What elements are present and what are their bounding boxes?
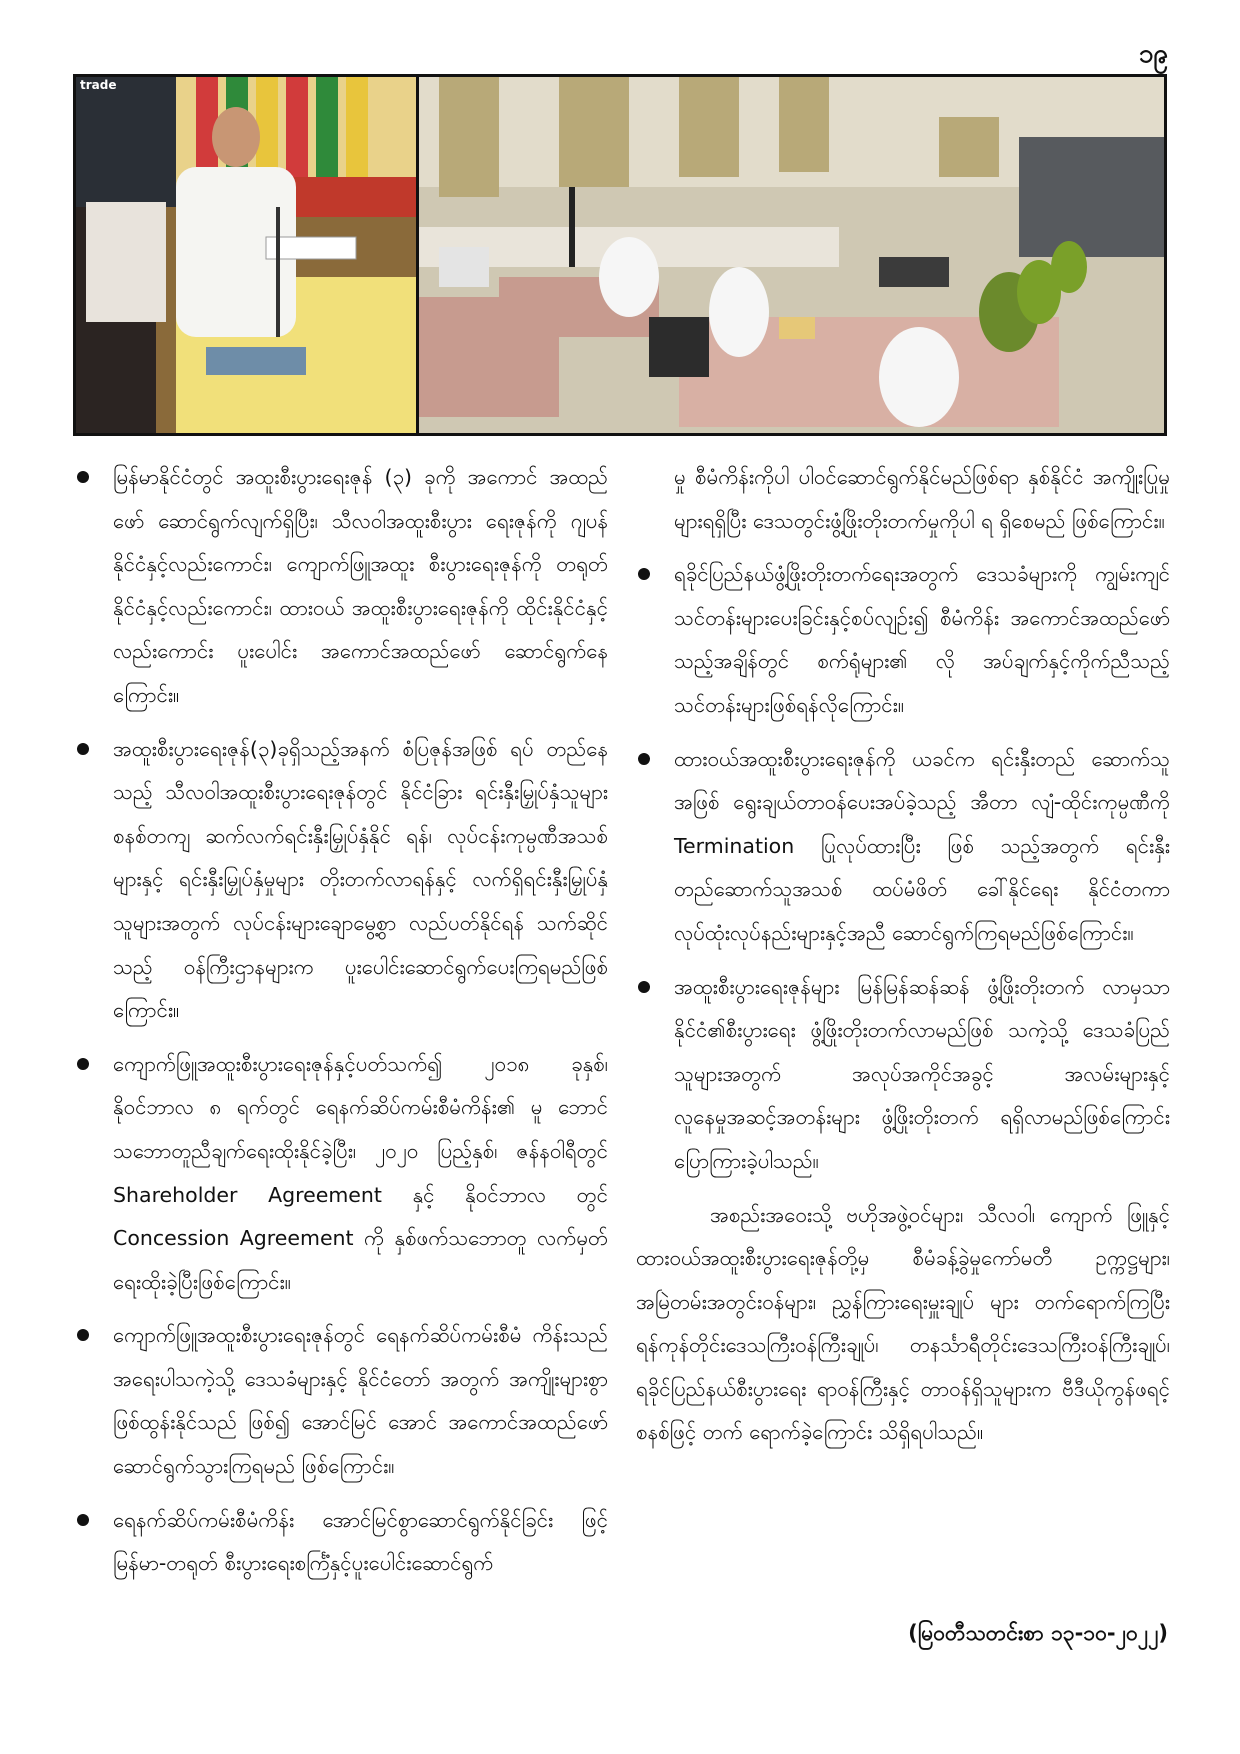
bullet-dot (77, 1058, 89, 1070)
bullet-text: ကျောက်ဖြူအထူးစီးပွားရေးဇုန်တွင် ရေနက်ဆိပ်ကမ်းစီမံ ကိန်းသည် အရေးပါသကဲ့သို့ ဒေသခံများနှင့် နိုင်ငံတော် အတွက် အကျိုးများစွာဖြစ်ထွန်းနိုင်သည် ဖြစ်၍ အောင်မြင် အောင် အကောင်အထည်ဖော် ဆောင်ရွက်သွားကြရမည် ဖြစ်ကြောင်း။ (113, 1323, 608, 1479)
bullet-dot (638, 568, 650, 580)
bullet-item (75, 728, 608, 1033)
bullet-item (636, 966, 1170, 1184)
right-column (636, 456, 1170, 1455)
bullet-item (75, 1499, 608, 1586)
bullet-text: ထားဝယ်အထူးစီးပွားရေးဇုန်ကို ယခင်က ရင်းနှီးတည် ဆောက်သူအဖြစ် ရွေးချယ်တာဝန်ပေးအပ်ခဲ့သည့် အီတာ လျံ-ထိုင်းကုမ္ပဏီကို Termination ပြုလုပ်ထားပြီး ဖြစ် သည့်အတွက် ရင်းနှီးတည်ဆောက်သူအသစ် ထပ်မံဖိတ် ခေါ်နိုင်ရေး နိုင်ငံတကာ လုပ်ထုံးလုပ်နည်းများနှင့်အညီ ဆောင်ရွက်ကြရမည်ဖြစ်ကြောင်း။ (674, 746, 1170, 945)
bullet-text: မြန်မာနိုင်ငံတွင် အထူးစီးပွားရေးဇုန် (၃) ခုကို အကောင် အထည်ဖော် ဆောင်ရွက်လျက်ရှိပြီး၊ သီလဝါအထူးစီးပွား ရေးဇုန်ကို ဂျပန်နိုင်ငံနှင့်လည်းကောင်း၊ ကျောက်ဖြူအထူး စီးပွားရေးဇုန်ကို တရုတ်နိုင်ငံနှင့်လည်းကောင်း၊ ထားဝယ် အထူးစီးပွားရေးဇုန်ကို ထိုင်းနိုင်ငံနှင့်လည်းကောင်း ပူးပေါင်း အကောင်အထည်ဖော် ဆောင်ရွက်နေကြောင်း။ (113, 465, 608, 707)
bullet-dot (77, 1329, 89, 1341)
bullet-text: ကျောက်ဖြူအထူးစီးပွားရေးဇုန်နှင့်ပတ်သက်၍ ၂၀၁၈ ခုနှစ်၊ နိုဝင်ဘာလ ၈ ရက်တွင် ရေနက်ဆိပ်ကမ်းစီမံကိန်း၏ မူ ဘောင်သဘောတူညီချက်ရေးထိုးနိုင်ခဲ့ပြီး၊ ၂၀၂၀ ပြည့်နှစ်၊ ဇန်နဝါရီတွင် Shareholder Agreement နှင့် နိုဝင်ဘာလ တွင် Concession Agreement ကို နှစ်ဖက်သဘောတူ လက်မှတ်ရေးထိုးခဲ့ပြီးဖြစ်ကြောင်း။ (113, 1051, 608, 1294)
bullet-text: အထူးစီးပွားရေးဇုန်များ မြန်မြန်ဆန်ဆန် ဖွံ့ဖြိုးတိုးတက် လာမှသာ နိုင်ငံ၏စီးပွားရေး ဖွံ့ဖြိုးတိုးတက်လာမည်ဖြစ် သကဲ့သို့ ဒေသခံပြည်သူများအတွက် အလုပ်အကိုင်အခွင့် အလမ်းများနှင့် လူနေမှုအဆင့်အတန်းများ ဖွံ့ဖြိုးတိုးတက် ရရှိလာမည်ဖြစ်ကြောင်းပြောကြားခဲ့ပါသည်။ (674, 974, 1170, 1173)
bullet-dot (77, 1514, 89, 1526)
speaker-photo (76, 77, 416, 433)
left-column (75, 456, 608, 1596)
page-number: ၁၉ (1138, 39, 1168, 69)
meeting-room-photo (419, 77, 1164, 433)
bullet-text: ရခိုင်ပြည်နယ်ဖွံ့ဖြိုးတိုးတက်ရေးအတွက် ဒေသခံများကို ကျွမ်းကျင်သင်တန်းများပေးခြင်းနှင့်စပ်လျဉ်း၍ စီမံကိန်း အကောင်အထည်ဖော်သည့်အချိန်တွင် စက်ရုံများ၏ လို အပ်ချက်နှင့်ကိုက်ညီသည့် သင်တန်းများဖြစ်ရန်လိုကြောင်း။ (674, 562, 1170, 717)
bullet-text: မှု စီမံကိန်းကိုပါ ပါဝင်ဆောင်ရွက်နိုင်မည်ဖြစ်ရာ နှစ်နိုင်ငံ အကျိုးပြုမှုများရရှိပြီး ဒေသတွင်းဖွံ့ဖြိုးတိုးတက်မှုကိုပါ ရ ရှိစေမည် ဖြစ်ကြောင်း။ (674, 465, 1170, 533)
bullet-continuation (636, 456, 1170, 543)
bullet-dot (77, 743, 89, 755)
bullet-item (75, 456, 608, 718)
news-photo (73, 74, 1167, 436)
bullet-text: ရေနက်ဆိပ်ကမ်းစီမံကိန်း အောင်မြင်စွာဆောင်ရွက်နိုင်ခြင်း ဖြင့် မြန်မာ-တရုတ် စီးပွားရေးစင်္ကြံနှင့်ပူးပေါင်းဆောင်ရွက် (113, 1507, 608, 1576)
screen-text: trade (80, 78, 117, 92)
bullet-dot (77, 471, 89, 483)
bullet-item (75, 1314, 608, 1488)
source-citation: (မြဝတီသတင်းစာ ၁၃-၁၀-၂၀၂၂) (908, 1621, 1168, 1645)
closing-paragraph: အစည်းအဝေးသို့ ဗဟိုအဖွဲ့ဝင်များ၊ သီလဝါ၊ ကျောက် ဖြူနှင့် ထားဝယ်အထူးစီးပွားရေးဇုန်တို့မှ စီမံခန့်ခွဲမှုကော်မတီ ဥက္ကဋ္ဌများ၊ အမြဲတမ်းအတွင်းဝန်များ၊ ညွှန်ကြားရေးမှူးချုပ် များ တက်ရောက်ကြပြီး ရန်ကုန်တိုင်းဒေသကြီးဝန်ကြီးချုပ်၊ တနင်္သာရီတိုင်းဒေသကြီးဝန်ကြီးချုပ်၊ ရခိုင်ပြည်နယ်စီးပွားရေး ရာဝန်ကြီးနှင့် တာဝန်ရှိသူများက ဗီဒီယိုကွန်ဖရင့်စနစ်ဖြင့် တက် ရောက်ခဲ့ကြောင်း သိရှိရပါသည်။ (636, 1202, 1170, 1445)
bullet-text: အထူးစီးပွားရေးဇုန်(၃)ခုရှိသည့်အနက် စံပြဇုန်အဖြစ် ရပ် တည်နေသည့် သီလဝါအထူးစီးပွားရေးဇုန်တွင် နိုင်ငံခြား ရင်းနှီးမြှုပ်နှံသူများ စနစ်တကျ ဆက်လက်ရင်းနှီးမြှုပ်နှံနိုင် ရန်၊ လုပ်ငန်းကုမ္ပဏီအသစ်များနှင့် ရင်းနှီးမြှုပ်နှံမှုများ တိုးတက်လာရန်နှင့် လက်ရှိရင်းနှီးမြှုပ်နှံသူများအတွက် လုပ်ငန်းများချောမွေ့စွာ လည်ပတ်နိုင်ရန် သက်ဆိုင်သည့် ဝန်ကြီးဌာနများက ပူးပေါင်းဆောင်ရွက်ပေးကြရမည်ဖြစ် ကြောင်း။ (113, 736, 608, 1023)
bullet-item (636, 553, 1170, 727)
bullet-dot (638, 753, 650, 765)
bullet-item (75, 1043, 608, 1305)
bullet-dot (638, 981, 650, 993)
bullet-item (636, 738, 1170, 956)
